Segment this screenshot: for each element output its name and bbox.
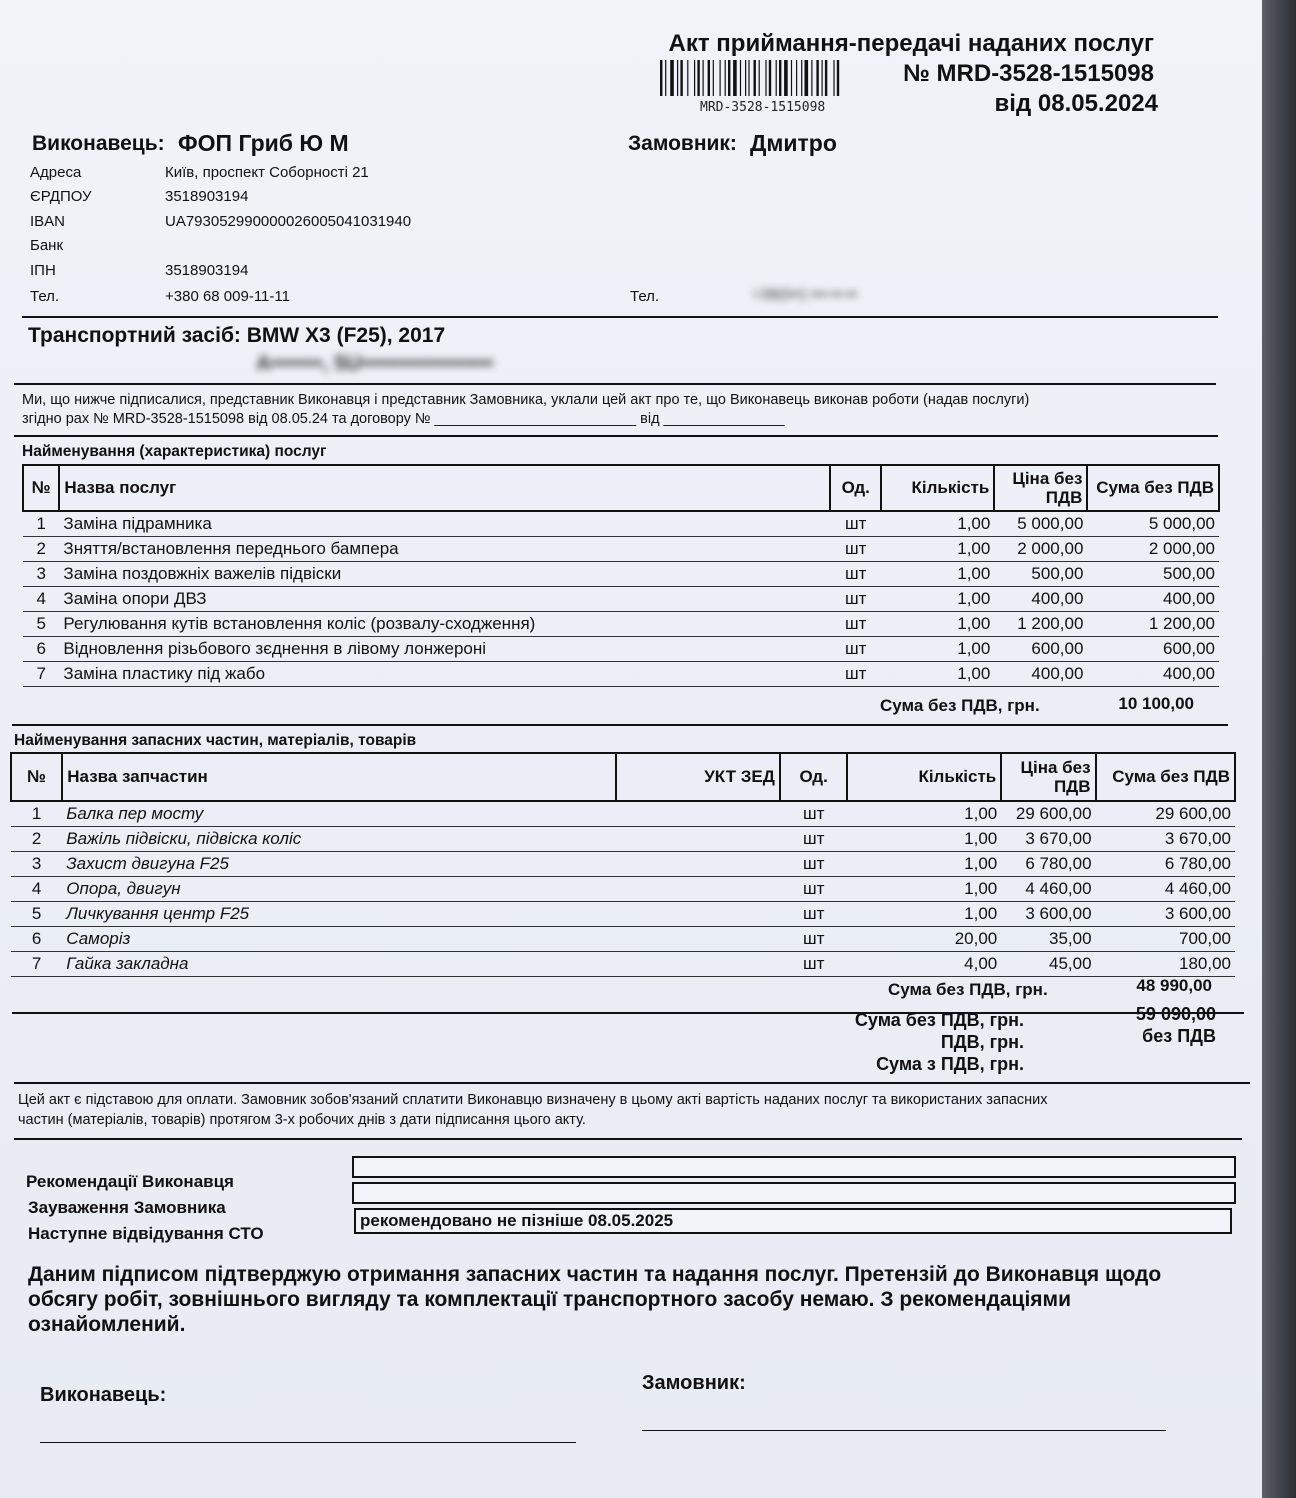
- col-unit: Од.: [830, 465, 881, 511]
- cell-sum: 6 780,00: [1096, 852, 1235, 877]
- cell-name: Гайка закладна: [62, 952, 616, 977]
- cell-num: 3: [23, 562, 59, 587]
- totals-divider: [14, 1082, 1250, 1084]
- service-row: [23, 612, 1219, 637]
- cell-qty: 1,00: [881, 612, 994, 637]
- cell-unit: шт: [780, 827, 848, 852]
- document-number: № MRD-3528-1515098: [903, 60, 1154, 87]
- cell-price: 600,00: [994, 637, 1087, 662]
- service-row: [23, 662, 1219, 687]
- cell-qty: 1,00: [847, 852, 1001, 877]
- grand-net-label: Сума без ПДВ, грн.: [854, 1010, 1024, 1030]
- payment-note-line-2: частин (матеріалів, товарів) протягом 3-х робочих днів з дати підписання цього акту.: [18, 1112, 586, 1128]
- cell-price: 400,00: [994, 587, 1087, 612]
- cell-sum: 180,00: [1096, 952, 1235, 977]
- cell-sum: 700,00: [1096, 927, 1235, 952]
- cell-code: [616, 801, 780, 827]
- grand-vat-label: ПДВ, грн.: [940, 1032, 1024, 1052]
- customer-phone-label: Тел.: [630, 288, 660, 305]
- col-num: №: [11, 753, 62, 801]
- cell-code: [616, 902, 780, 927]
- cell-name: Личкування центр F25: [62, 902, 616, 927]
- executor-iban-label: IBAN: [30, 213, 66, 230]
- cell-num: 1: [23, 511, 59, 537]
- executor-signature-label: Виконавець:: [40, 1384, 167, 1406]
- customer-name: Дмитро: [750, 130, 837, 156]
- cell-code: [616, 927, 780, 952]
- grand-net-value: 59 090,00: [1135, 1004, 1216, 1024]
- cell-sum: 400,00: [1087, 587, 1219, 612]
- service-row: [23, 562, 1219, 587]
- cell-num: 4: [23, 587, 59, 612]
- cell-name: Заміна поздовжніх важелів підвіски: [59, 562, 830, 587]
- cell-sum: 400,00: [1087, 662, 1219, 687]
- service-row: [23, 537, 1219, 562]
- parts-divider: [12, 1012, 1244, 1014]
- cell-num: 6: [23, 637, 59, 662]
- payment-note-line-1: Цей акт є підставою для оплати. Замовник зобов'язаний сплатити Виконавцю визначену в цьому акті вартість наданих послуг та використаних запасних: [18, 1092, 1048, 1108]
- col-sum: Сума без ПДВ: [1096, 753, 1235, 801]
- services-total-label: Сума без ПДВ, грн.: [880, 696, 1040, 715]
- customer-label: Замовник:: [628, 132, 737, 155]
- cell-qty: 4,00: [847, 952, 1001, 977]
- cell-price: 6 780,00: [1001, 852, 1095, 877]
- barcode: [658, 60, 910, 96]
- cell-code: [616, 852, 780, 877]
- col-price: Ціна без ПДВ: [994, 465, 1087, 511]
- cell-price: 2 000,00: [994, 537, 1087, 562]
- parts-table: [10, 752, 1236, 977]
- cell-qty: 20,00: [847, 927, 1001, 952]
- cell-qty: 1,00: [847, 877, 1001, 902]
- cell-num: 2: [11, 827, 62, 852]
- next-visit-label: Наступне відвідування СТО: [28, 1224, 264, 1243]
- col-price: Ціна без ПДВ: [1001, 753, 1095, 801]
- cell-name: Захист двигуна F25: [62, 852, 616, 877]
- cell-name: Балка пер мосту: [62, 801, 616, 827]
- services-total-value: 10 100,00: [1118, 694, 1194, 713]
- vehicle-divider: [14, 383, 1216, 385]
- executor-address-label: Адреса: [30, 164, 82, 181]
- cell-unit: шт: [830, 637, 881, 662]
- intro-divider: [14, 435, 1218, 437]
- cell-name: Опора, двигун: [62, 877, 616, 902]
- header-divider: [22, 316, 1218, 318]
- parts-total-label: Сума без ПДВ, грн.: [888, 980, 1048, 999]
- customer-phone-value: +38(0••) •••-••-••: [752, 286, 858, 303]
- cell-num: 6: [11, 927, 62, 952]
- executor-name: ФОП Гриб Ю М: [178, 130, 349, 156]
- parts-section-title: Найменування запасних частин, матеріалів, товарів: [14, 732, 417, 749]
- executor-ipn-value: 3518903194: [165, 262, 249, 279]
- cell-num: 5: [11, 902, 62, 927]
- part-row: [11, 927, 1235, 952]
- service-row: [23, 637, 1219, 662]
- cell-unit: шт: [830, 612, 881, 637]
- executor-signature-line: [40, 1442, 576, 1443]
- cell-unit: шт: [830, 587, 881, 612]
- vehicle-plate-vin: A•••••••, 5U••••••••••••••••••: [256, 352, 494, 375]
- executor-address-value: Київ, проспект Соборності 21: [165, 164, 369, 181]
- recommendations-label: Рекомендації Виконавця: [26, 1172, 234, 1191]
- cell-qty: 1,00: [881, 587, 994, 612]
- parts-header-row: [11, 753, 1235, 801]
- cell-code: [616, 877, 780, 902]
- cell-price: 3 600,00: [1001, 902, 1095, 927]
- cell-price: 45,00: [1001, 952, 1095, 977]
- services-divider: [12, 724, 1228, 726]
- cell-unit: шт: [780, 801, 848, 827]
- cell-qty: 1,00: [881, 637, 994, 662]
- col-qty: Кількість: [881, 465, 994, 511]
- cell-unit: шт: [780, 927, 848, 952]
- executor-edrpou-label: ЄРДПОУ: [30, 188, 92, 205]
- customer-signature-line: [642, 1430, 1166, 1431]
- cell-qty: 1,00: [881, 562, 994, 587]
- executor-label: Виконавець:: [32, 132, 165, 155]
- confirmation-statement: Даним підписом підтверджую отримання запасних частин та надання послуг. Претензій до Виконавця щодо обсягу робіт, зовнішнього вигляду та комплектації транспортного засобу немаю. З рекомендаціями ознайомлений.: [28, 1263, 1162, 1336]
- cell-price: 500,00: [994, 562, 1087, 587]
- col-code: УКТ ЗЕД: [616, 753, 780, 801]
- cell-unit: шт: [830, 537, 881, 562]
- col-sum: Сума без ПДВ: [1087, 465, 1219, 511]
- executor-edrpou-value: 3518903194: [165, 188, 249, 205]
- part-row: [11, 852, 1235, 877]
- cell-num: 1: [11, 801, 62, 827]
- cell-num: 7: [23, 662, 59, 687]
- grand-gross-label: Сума з ПДВ, грн.: [876, 1054, 1024, 1074]
- cell-sum: 2 000,00: [1087, 537, 1219, 562]
- executor-ipn-label: ІПН: [30, 262, 56, 279]
- col-name: Назва послуг: [59, 465, 830, 511]
- cell-price: 3 670,00: [1001, 827, 1095, 852]
- cell-name: Заміна підрамника: [59, 511, 830, 537]
- intro-line-1: Ми, що нижче підписалися, представник Виконавця і представник Замовника, уклали цей акт про те, що Виконавець виконав роботи (надав послуги): [22, 392, 1030, 408]
- cell-name: Зняття/встановлення переднього бампера: [59, 537, 830, 562]
- services-table: [22, 464, 1220, 687]
- cell-name: Саморіз: [62, 927, 616, 952]
- service-row: [23, 587, 1219, 612]
- cell-sum: 500,00: [1087, 562, 1219, 587]
- col-qty: Кількість: [847, 753, 1001, 801]
- cell-qty: 1,00: [847, 827, 1001, 852]
- cell-price: 35,00: [1001, 927, 1095, 952]
- document-date: від 08.05.2024: [994, 90, 1158, 117]
- executor-iban-value: UA793052990000026005041031940: [165, 213, 412, 230]
- services-section-title: Найменування (характеристика) послуг: [22, 443, 327, 460]
- part-row: [11, 827, 1235, 852]
- cell-num: 5: [23, 612, 59, 637]
- executor-bank-label: Банк: [30, 237, 64, 254]
- cell-sum: 5 000,00: [1087, 511, 1219, 537]
- service-row: [23, 511, 1219, 537]
- cell-sum: 4 460,00: [1096, 877, 1235, 902]
- cell-name: Заміна пластику під жабо: [59, 662, 830, 687]
- document-title: Акт приймання-передачі наданих послуг: [668, 30, 1154, 57]
- col-num: №: [23, 465, 59, 511]
- cell-num: 3: [11, 852, 62, 877]
- next-visit-field: рекомендовано не пізніше 08.05.2025: [354, 1208, 1232, 1234]
- cell-qty: 1,00: [881, 537, 994, 562]
- customer-notes-label: Зауваження Замовника: [28, 1198, 226, 1217]
- cell-qty: 1,00: [881, 662, 994, 687]
- part-row: [11, 902, 1235, 927]
- part-row: [11, 801, 1235, 827]
- cell-price: 1 200,00: [994, 612, 1087, 637]
- cell-price: 4 460,00: [1001, 877, 1095, 902]
- cell-sum: 1 200,00: [1087, 612, 1219, 637]
- cell-unit: шт: [780, 877, 848, 902]
- cell-sum: 3 600,00: [1096, 902, 1235, 927]
- cell-name: Відновлення різьбового зєднення в лівому лонжероні: [59, 637, 830, 662]
- vehicle-info: Транспортний засіб: BMW X3 (F25), 2017: [28, 324, 446, 347]
- barcode-caption: MRD-3528-1515098: [700, 100, 826, 115]
- cell-unit: шт: [830, 511, 881, 537]
- cell-name: Важіль підвіски, підвіска коліс: [62, 827, 616, 852]
- intro-line-2: згідно рах № MRD-3528-1515098 від 08.05.24 та договору № _________________________ від _______________: [22, 411, 785, 427]
- cell-sum: 600,00: [1087, 637, 1219, 662]
- cell-sum: 3 670,00: [1096, 827, 1235, 852]
- cell-qty: 1,00: [847, 902, 1001, 927]
- note-divider: [14, 1138, 1242, 1140]
- executor-phone-value: +380 68 009-11-11: [165, 288, 290, 305]
- cell-qty: 1,00: [847, 801, 1001, 827]
- cell-sum: 29 600,00: [1096, 801, 1235, 827]
- recommendations-field: [352, 1156, 1236, 1178]
- background-edge: [1262, 0, 1296, 1498]
- executor-phone-label: Тел.: [30, 288, 60, 305]
- col-name: Назва запчастин: [62, 753, 616, 801]
- part-row: [11, 877, 1235, 902]
- cell-num: 7: [11, 952, 62, 977]
- cell-price: 29 600,00: [1001, 801, 1095, 827]
- parts-total-value: 48 990,00: [1136, 976, 1212, 995]
- cell-unit: шт: [780, 852, 848, 877]
- cell-qty: 1,00: [881, 511, 994, 537]
- cell-name: Регулювання кутів встановлення коліс (розвалу-сходження): [59, 612, 830, 637]
- cell-unit: шт: [780, 902, 848, 927]
- cell-unit: шт: [830, 562, 881, 587]
- cell-num: 2: [23, 537, 59, 562]
- cell-price: 5 000,00: [994, 511, 1087, 537]
- col-unit: Од.: [780, 753, 848, 801]
- grand-vat-value: без ПДВ: [1142, 1026, 1216, 1046]
- cell-unit: шт: [830, 662, 881, 687]
- cell-code: [616, 827, 780, 852]
- services-header-row: [23, 465, 1219, 511]
- cell-unit: шт: [780, 952, 848, 977]
- cell-num: 4: [11, 877, 62, 902]
- customer-notes-field: [352, 1182, 1236, 1204]
- cell-code: [616, 952, 780, 977]
- part-row: [11, 952, 1235, 977]
- cell-price: 400,00: [994, 662, 1087, 687]
- cell-name: Заміна опори ДВЗ: [59, 587, 830, 612]
- customer-signature-label: Замовник:: [642, 1372, 746, 1394]
